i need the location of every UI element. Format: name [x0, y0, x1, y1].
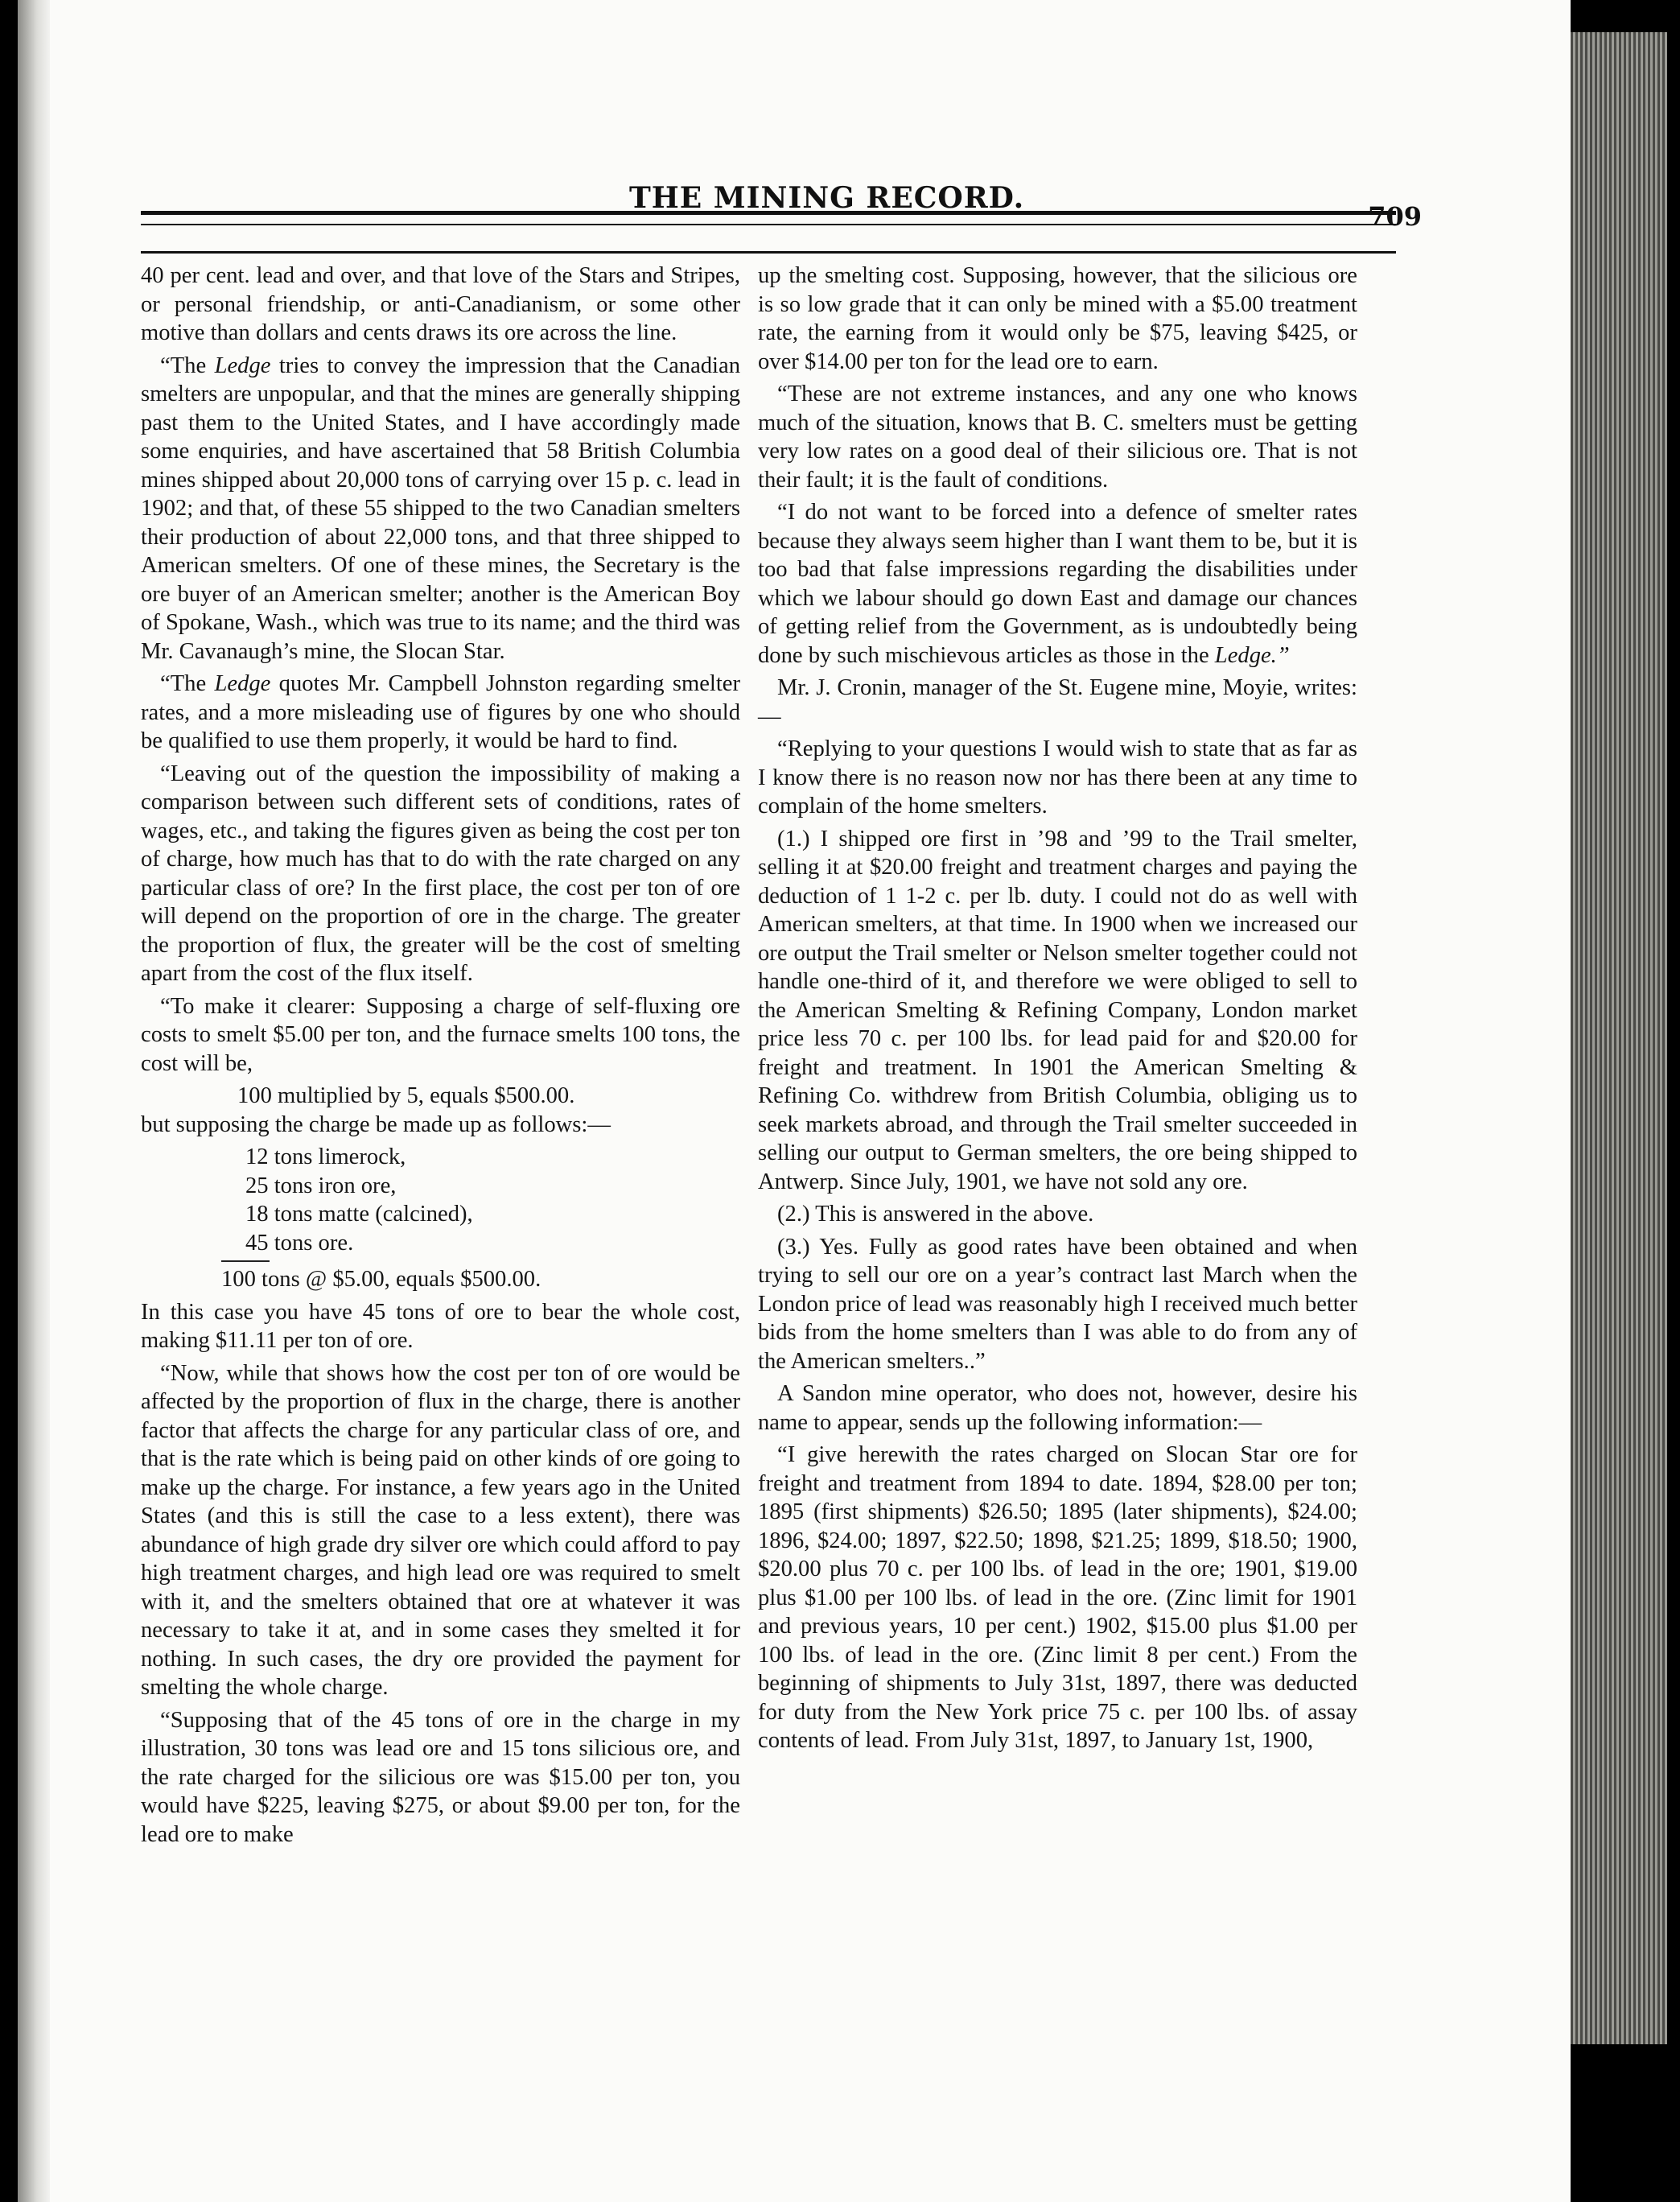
paragraph: (1.) I shipped ore first in ’98 and ’99 to the Trail smelter, selling it at $20.00 freight and treatment charges and paying the deduction of 1 1-2 c. per lb. duty. I could not do as well with American smelters, at that time. In 1900 when we increased our ore output the Trail smelter or Nelson smelter together could not handle one-third of it, and therefore we were obliged to sell to the American Smelting & Refining Company, London market price less 70 c. per 100 lbs. for lead paid for and $20.00 for freight and treatment. In 1901 the American Smelting & Refining Co. withdrew from British Columbia, obliging us to seek markets abroad, and through the Trail smelter succeeded in selling our output to German smelters, the ore being shipped to Antwerp. Since July, 1901, we have not sold any ore.: [758, 826, 1357, 1194]
calculation-line: 100 tons @ $5.00, equals $500.00.: [221, 1267, 541, 1292]
calculation-line: 100 multiplied by 5, equals $500.00.: [237, 1083, 575, 1108]
list-item: 18 tons matte (calcined),: [245, 1202, 473, 1227]
paragraph: “Leaving out of the question the impossibility of making a comparison between such different sets of conditions, rates of wages, etc., and taking the figures given as being the cost per ton of charge, how much has that to do with the rate charged on any particular class of ore? In the first place, the cost per ton of ore will depend on the proportion of ore in the charge. The greater the proportion of flux, the greater will be the cost of smelting apart from the cost of the flux itself.: [141, 761, 740, 986]
paragraph: “The Ledge quotes Mr. Campbell Johnston regarding smelter rates, and a more misleading use of figures by one who should be qualified to use them properly, it would be hard to find.: [141, 671, 740, 753]
list-item: 45 tons ore.: [245, 1230, 354, 1256]
paragraph: but supposing the charge be made up as follows:—: [141, 1111, 611, 1137]
paragraph: Mr. J. Cronin, manager of the St. Eugene mine, Moyie, writes:—: [758, 675, 1357, 729]
paragraph: “Supposing that of the 45 tons of ore in the charge in my illustration, 30 tons was lead ore and 15 tons silicious ore, and the rate charged for the silicious ore was $15.00 per ton, you would have $225, leaving $275, or about $9.00 per ton, for the lead ore to make: [141, 1707, 740, 1847]
paragraph: (3.) Yes. Fully as good rates have been obtained and when trying to sell our ore on a year’s contract last March when the London price of lead was reasonably high I received much better bids from the home smelters than I was able to do from any of the American smelters..”: [758, 1234, 1357, 1374]
paragraph: “I give herewith the rates charged on Slocan Star ore for freight and treatment from 1894 to date. 1894, $28.00 per ton; 1895 (first shipments) $26.50; 1895 (later shipments), $24.00; 1896, $24.00; 1897, $22.50; 1898, $21.25; 1899, $18.50; 1900, $20.00 plus 70 c. per 100 lbs. of lead in the ore; 1901, $19.00 plus $1.00 per 100 lbs. of lead in the ore. (Zinc limit for 1901 and previous years, 10 per cent.) 1902, $15.00 plus $1.00 per 100 lbs. of lead in the ore. (Zinc limit 8 per cent.) From the beginning of shipments to July 31st, 1897, there was deducted for duty from the New York price 75 c. per 100 lbs. of assay contents of lead. From July 31st, 1897, to January 1st, 1900,: [758, 1442, 1357, 1753]
page-number: 709: [1368, 201, 1422, 232]
paragraph: up the smelting cost. Supposing, however, that the silicious ore is so low grade that it can only be mined with a $5.00 treatment rate, the earning from it would only be $75, leaving $425, or over $14.00 per ton for the lead ore to earn.: [758, 263, 1357, 374]
paragraph: “Replying to your questions I would wish to state that as far as I know there is no reason now nor has there been at any time to complain of the home smelters.: [758, 736, 1357, 819]
paragraph: “To make it clearer: Supposing a charge of self-fluxing ore costs to smelt $5.00 per ton, and the furnace smelts 100 tons, the cost will be,: [141, 993, 740, 1076]
right-column: [758, 262, 1357, 1759]
paragraph: “I do not want to be forced into a defence of smelter rates because they always seem higher than I want them to be, but it is too bad that false impressions regarding the disabilities under which we labour should go down East and damage our chances of getting relief from the Government, as is undoubtedly being done by such mischievous articles as those in the Ledge.”: [758, 500, 1357, 668]
sum-rule: [221, 1260, 270, 1262]
paragraph: 40 per cent. lead and over, and that love of the Stars and Stripes, or personal friendship, or anti-Canadianism, or some other motive than dollars and cents draws its ore across the line.: [141, 263, 740, 345]
paragraph: (2.) This is answered in the above.: [777, 1202, 1094, 1227]
paragraph: A Sandon mine operator, who does not, however, desire his name to appear, sends up the following information:—: [758, 1381, 1357, 1435]
binding-gutter: [18, 0, 50, 2202]
paragraph: “The Ledge tries to convey the impression that the Canadian smelters are unpopular, and that the mines are generally shipping past them to the United States, and I have accordingly made some enquiries, and have ascertained that 58 British Columbia mines shipped about 20,000 tons of carrying over 15 p. c. lead in 1902; and that, of these 55 shipped to the two Canadian smelters their production of about 22,000 tons, and that three shipped to American smelters. Of one of these mines, the Secretary is the ore buyer of an American smelter; another is the American Boy of Spokane, Wash., which was true to its name; and the third was Mr. Cavanaugh’s mine, the Slocan Star.: [141, 353, 740, 664]
list-item: 12 tons limerock,: [245, 1144, 406, 1169]
book-fore-edge: [1571, 32, 1667, 2044]
paragraph: In this case you have 45 tons of ore to bear the whole cost, making $11.11 per ton of ore.: [141, 1299, 740, 1353]
header-rule-lower: [141, 251, 1396, 254]
header-rule: [141, 211, 1396, 225]
paragraph: “These are not extreme instances, and any one who knows much of the situation, knows that B. C. smelters must be getting very low rates on a good deal of their silicious ore. That is not their fault; it is the fault of conditions.: [758, 381, 1357, 493]
list-item: 25 tons iron ore,: [245, 1173, 397, 1198]
paragraph: “Now, while that shows how the cost per ton of ore would be affected by the proportion of flux in the charge, there is another factor that affects the charge for any particular class of ore, and that is the rate which is being paid on other kinds of ore going to make up the charge. For instance, a few years ago in the United States (and this is still the case to a less extent), there was abundance of high grade dry silver ore which could afford to pay high treatment charges, and high lead ore was required to smelt with it, and the smelters obtained that ore at whatever it was necessary to take it at, and in some cases they smelted it for nothing. In such cases, the dry ore provided the payment for smelting the whole charge.: [141, 1360, 740, 1700]
left-column: [141, 262, 740, 1853]
running-title: THE MINING RECORD.: [629, 181, 1025, 215]
